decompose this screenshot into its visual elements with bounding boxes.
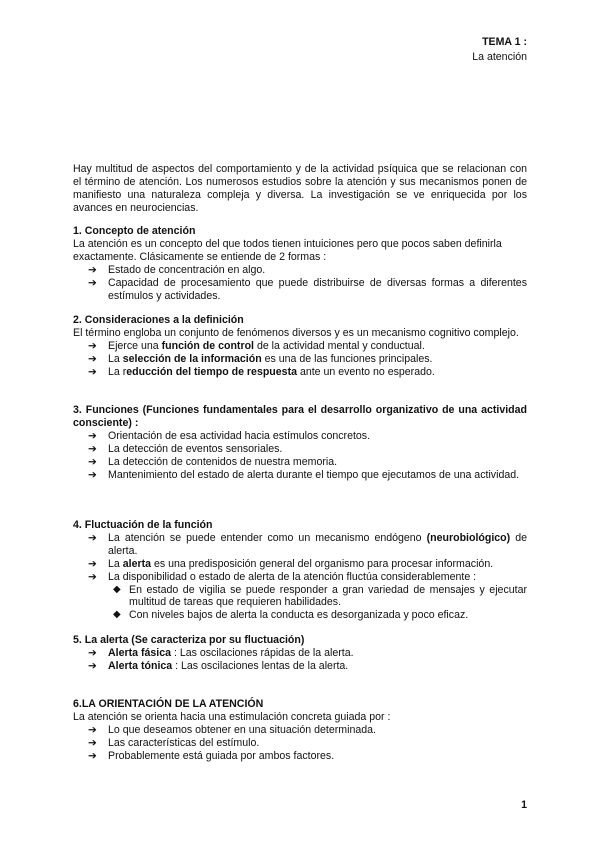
arrow-list xyxy=(73,340,527,379)
diamond-icon: ◆ xyxy=(113,583,121,595)
page-subtitle: La atención xyxy=(472,51,527,63)
list-item: ➔ La selección de la información es una de las funciones principales. xyxy=(88,352,433,365)
arrow-icon: ➔ xyxy=(88,263,97,276)
list-item: ➔ Capacidad de procesamiento que puede distribuirse de diversas formas a diferentes estímulos y actividades. xyxy=(88,276,527,302)
arrow-icon: ➔ xyxy=(88,723,97,736)
list-item: ➔ La reducción del tiempo de respuesta ante un evento no esperado. xyxy=(88,365,435,378)
arrow-icon: ➔ xyxy=(88,429,97,442)
list-item: ◆ En estado de vigilia se puede responder a gran variedad de mensajes y ejecutar multitud de tareas que requieren habilidades. xyxy=(113,583,527,609)
list-item: ➔ La detección de contenidos de nuestra memoria. xyxy=(88,455,338,468)
arrow-icon: ➔ xyxy=(88,468,97,481)
section-heading: 6.LA ORIENTACIÓN DE LA ATENCIÓN xyxy=(73,698,264,710)
arrow-icon: ➔ xyxy=(88,736,97,749)
section-heading: 3. Funciones (Funciones fundamentales para el desarrollo organizativo de una actividad consciente) : xyxy=(73,404,527,429)
arrow-list xyxy=(73,724,527,763)
arrow-icon: ➔ xyxy=(88,276,97,289)
arrow-icon: ➔ xyxy=(88,557,97,570)
arrow-icon: ➔ xyxy=(88,749,97,762)
section-body: El término engloba un conjunto de fenómenos diversos y es un mecanismo cognitivo complejo. xyxy=(73,326,519,339)
arrow-icon: ➔ xyxy=(88,646,97,659)
list-item: ➔ Alerta tónica : Las oscilaciones lentas de la alerta. xyxy=(88,659,349,672)
list-item: ➔ Lo que deseamos obtener en una situación determinada. xyxy=(88,723,376,736)
list-item: ➔ Mantenimiento del estado de alerta durante el tiempo que ejecutamos de una actividad. xyxy=(88,468,520,481)
section-fluctuacion xyxy=(73,519,527,622)
section-heading: 4. Fluctuación de la función xyxy=(73,519,213,531)
list-item: ➔ La detección de eventos sensoriales. xyxy=(88,442,283,455)
page-title: TEMA 1 : xyxy=(482,36,527,48)
arrow-icon: ➔ xyxy=(88,442,97,455)
list-item: ➔ La alerta es una predisposición general del organismo para procesar información. xyxy=(88,557,494,570)
arrow-list xyxy=(73,430,527,482)
arrow-icon: ➔ xyxy=(88,531,97,544)
arrow-icon: ➔ xyxy=(88,352,97,365)
list-item: ➔ Probablemente está guiada por ambos factores. xyxy=(88,749,335,762)
arrow-icon: ➔ xyxy=(88,339,97,352)
list-item: ➔ La disponibilidad o estado de alerta de la atención fluctúa considerablemente : xyxy=(88,570,477,583)
section-heading: 1. Concepto de atención xyxy=(73,225,196,237)
section-body: La atención es un concepto del que todos tienen intuiciones pero que pocos saben definirla exactamente. Clásicamente se entiende de 2 formas : xyxy=(73,237,502,263)
list-item: ➔ Ejerce una función de control de la actividad mental y conductual. xyxy=(88,339,425,352)
intro-paragraph: Hay multitud de aspectos del comportamiento y de la actividad psíquica que se relacionan con el término de atención. Los numerosos estudios sobre la atención y sus mecanismos ponen de manifiesto una naturaleza compleja y diversa. La investigación se ve enriquecida por los avances en neurociencias. xyxy=(73,163,527,214)
diamond-icon: ◆ xyxy=(113,609,121,621)
section-funciones xyxy=(73,404,527,481)
list-item: ➔ Orientación de esa actividad hacia estímulos concretos. xyxy=(88,429,371,442)
arrow-icon: ➔ xyxy=(88,570,97,583)
section-alerta xyxy=(73,634,527,673)
list-item: ◆ Con niveles bajos de alerta la conducta es desorganizada y poco eficaz. xyxy=(113,609,469,622)
arrow-icon: ➔ xyxy=(88,365,97,378)
list-item: ➔ Alerta fásica : Las oscilaciones rápidas de la alerta. xyxy=(88,646,354,659)
arrow-list xyxy=(73,264,527,303)
section-concepto xyxy=(73,225,527,302)
list-item: ➔ Estado de concentración en algo. xyxy=(88,263,266,276)
arrow-icon: ➔ xyxy=(88,455,97,468)
diamond-list xyxy=(73,584,527,623)
section-consideraciones xyxy=(73,314,527,379)
section-orientacion xyxy=(73,698,527,763)
arrow-icon: ➔ xyxy=(88,659,97,672)
arrow-list xyxy=(73,532,527,584)
section-heading: 5. La alerta (Se caracteriza por su fluctuación) xyxy=(73,634,305,646)
arrow-list xyxy=(73,647,527,673)
page-number: 1 xyxy=(521,799,527,811)
list-item: ➔ La atención se puede entender como un mecanismo endógeno (neurobiológico) de alerta. xyxy=(88,531,528,557)
section-heading: 2. Consideraciones a la definición xyxy=(73,314,244,326)
list-item: ➔ Las características del estímulo. xyxy=(88,736,260,749)
section-body: La atención se orienta hacia una estimulación concreta guiada por : xyxy=(73,710,391,723)
